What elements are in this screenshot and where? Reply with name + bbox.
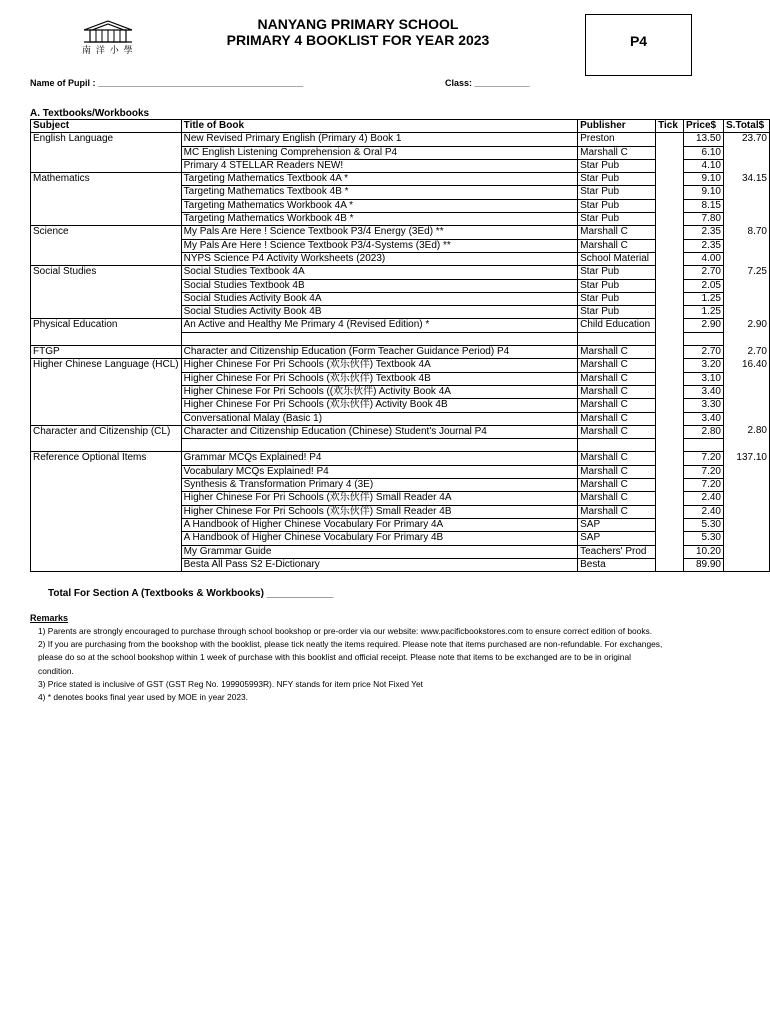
price-cell: 8.15 (684, 199, 724, 212)
price-cell: 2.35 (684, 239, 724, 252)
tick-cell[interactable] (656, 213, 684, 226)
publisher-cell: Preston (578, 133, 656, 146)
publisher-cell: Marshall C (578, 452, 656, 465)
book-title-cell (181, 439, 577, 452)
book-title-cell: MC English Listening Comprehension & Oral P4 (181, 146, 577, 159)
publisher-cell: Marshall C (578, 346, 656, 359)
subject-cell: FTGP (31, 346, 182, 359)
remark-line: 3) Price stated is inclusive of GST (GST Reg No. 199905993R). NFY stands for item price Not Fixed Yet (38, 678, 423, 689)
book-title-cell: Targeting Mathematics Textbook 4B * (181, 186, 577, 199)
price-cell: 5.30 (684, 518, 724, 531)
subject-cell: Social Studies (31, 266, 182, 319)
publisher-cell: Star Pub (578, 186, 656, 199)
price-cell: 89.90 (684, 558, 724, 571)
table-row (31, 319, 770, 332)
publisher-cell: Marshall C (578, 425, 656, 438)
tick-cell[interactable] (656, 359, 684, 372)
price-cell: 5.30 (684, 532, 724, 545)
book-title-cell: Targeting Mathematics Workbook 4B * (181, 213, 577, 226)
book-title-cell: My Grammar Guide (181, 545, 577, 558)
section-title: A. Textbooks/Workbooks (30, 108, 150, 119)
table-row (31, 359, 770, 372)
subtotal-cell: 2.70 (724, 346, 770, 359)
col-tick: Tick (656, 120, 684, 133)
price-cell (684, 439, 724, 452)
price-cell: 7.80 (684, 213, 724, 226)
remark-line: condition. (38, 665, 74, 676)
publisher-cell: SAP (578, 532, 656, 545)
publisher-cell: Marshall C (578, 505, 656, 518)
subtotal-cell: 7.25 (724, 266, 770, 319)
publisher-cell: Marshall C (578, 385, 656, 398)
book-title-cell: Social Studies Activity Book 4A (181, 292, 577, 305)
book-title-cell: Higher Chinese For Pri Schools (欢乐伙伴) Small Reader 4B (181, 505, 577, 518)
price-cell: 3.10 (684, 372, 724, 385)
publisher-cell: Star Pub (578, 199, 656, 212)
publisher-cell: Marshall C (578, 226, 656, 239)
booklist-title: PRIMARY 4 BOOKLIST FOR YEAR 2023 (226, 32, 490, 48)
subtotal-cell: 16.40 (724, 359, 770, 425)
pupil-name-field[interactable]: Name of Pupil : _________________________________________ (30, 78, 304, 88)
book-title-cell: My Pals Are Here ! Science Textbook P3/4 Energy (3Ed) ** (181, 226, 577, 239)
price-cell: 4.00 (684, 252, 724, 265)
price-cell: 3.20 (684, 359, 724, 372)
tick-cell[interactable] (656, 452, 684, 465)
price-cell: 9.10 (684, 186, 724, 199)
price-cell: 1.25 (684, 306, 724, 319)
tick-cell[interactable] (656, 518, 684, 531)
price-cell: 13.50 (684, 133, 724, 146)
tick-cell[interactable] (656, 558, 684, 571)
tick-cell[interactable] (656, 439, 684, 452)
price-cell (684, 332, 724, 345)
publisher-cell: Marshall C (578, 492, 656, 505)
publisher-cell: Marshall C (578, 479, 656, 492)
publisher-cell: Marshall C (578, 412, 656, 425)
publisher-cell: SAP (578, 518, 656, 531)
book-title-cell: My Pals Are Here ! Science Textbook P3/4-Systems (3Ed) ** (181, 239, 577, 252)
price-cell: 2.35 (684, 226, 724, 239)
tick-cell[interactable] (656, 266, 684, 279)
table-row (31, 346, 770, 359)
book-title-cell: Higher Chinese For Pri Schools (欢乐伙伴) Textbook 4B (181, 372, 577, 385)
subtotal-cell: 23.70 (724, 133, 770, 173)
publisher-cell: Marshall C (578, 372, 656, 385)
subject-cell: English Language (31, 133, 182, 173)
tick-cell[interactable] (656, 146, 684, 159)
price-cell: 9.10 (684, 173, 724, 186)
book-title-cell: Targeting Mathematics Textbook 4A * (181, 173, 577, 186)
publisher-cell: Marshall C (578, 465, 656, 478)
price-cell: 2.90 (684, 319, 724, 332)
remarks-title: Remarks (30, 613, 69, 623)
tick-cell[interactable] (656, 545, 684, 558)
price-cell: 10.20 (684, 545, 724, 558)
subject-cell: Mathematics (31, 173, 182, 226)
col-publisher: Publisher (578, 120, 656, 133)
tick-cell[interactable] (656, 532, 684, 545)
table-row (31, 173, 770, 186)
logo-caption: 南 洋 小 學 (82, 46, 134, 56)
publisher-cell: School Material (578, 252, 656, 265)
subject-cell: Science (31, 226, 182, 266)
tick-cell[interactable] (656, 226, 684, 239)
publisher-cell (578, 332, 656, 345)
book-title-cell: Higher Chinese For Pri Schools (欢乐伙伴) Activity Book 4B (181, 399, 577, 412)
book-title-cell: Besta All Pass S2 E-Dictionary (181, 558, 577, 571)
price-cell: 7.20 (684, 465, 724, 478)
price-cell: 2.40 (684, 492, 724, 505)
book-title-cell: Synthesis & Transformation Primary 4 (3E) (181, 479, 577, 492)
tick-cell[interactable] (656, 385, 684, 398)
tick-cell[interactable] (656, 199, 684, 212)
price-cell: 2.70 (684, 346, 724, 359)
tick-cell[interactable] (656, 399, 684, 412)
tick-cell[interactable] (656, 252, 684, 265)
book-title-cell: Social Studies Activity Book 4B (181, 306, 577, 319)
class-field[interactable]: Class: ___________ (445, 78, 530, 88)
tick-cell[interactable] (656, 372, 684, 385)
school-name: NANYANG PRIMARY SCHOOL (257, 16, 459, 32)
tick-cell[interactable] (656, 412, 684, 425)
price-cell: 2.05 (684, 279, 724, 292)
publisher-cell: Star Pub (578, 173, 656, 186)
book-title-cell: New Revised Primary English (Primary 4) Book 1 (181, 133, 577, 146)
table-row (31, 452, 770, 465)
book-title-cell: Grammar MCQs Explained! P4 (181, 452, 577, 465)
remark-line: 4) * denotes books final year used by MOE in year 2023. (38, 692, 248, 703)
tick-cell[interactable] (656, 159, 684, 172)
publisher-cell: Marshall C (578, 239, 656, 252)
remarks-list (38, 625, 738, 704)
table-row (31, 226, 770, 239)
publisher-cell: Star Pub (578, 306, 656, 319)
tick-cell[interactable] (656, 319, 684, 332)
price-cell: 3.40 (684, 385, 724, 398)
book-title-cell: A Handbook of Higher Chinese Vocabulary For Primary 4A (181, 518, 577, 531)
tick-cell[interactable] (656, 173, 684, 186)
publisher-cell: Besta (578, 558, 656, 571)
remark-line: 2) If you are purchasing from the bookshop with the booklist, please tick neatly the items required. Please note that items purchased are non-refundable. For exchanges, (38, 639, 663, 650)
remark-line: please do so at the school bookshop within 1 week of purchase with this booklist and official receipt. Please note that items to be exchanged are to be in original (38, 652, 631, 663)
subject-cell: Reference Optional Items (31, 452, 182, 572)
book-title-cell: Character and Citizenship Education (Form Teacher Guidance Period) P4 (181, 346, 577, 359)
book-title-cell: Targeting Mathematics Workbook 4A * (181, 199, 577, 212)
tick-cell[interactable] (656, 425, 684, 438)
tick-cell[interactable] (656, 239, 684, 252)
tick-cell[interactable] (656, 465, 684, 478)
subject-cell: Physical Education (31, 319, 182, 346)
book-title-cell: Conversational Malay (Basic 1) (181, 412, 577, 425)
tick-cell[interactable] (656, 492, 684, 505)
tick-cell[interactable] (656, 346, 684, 359)
book-title-cell: A Handbook of Higher Chinese Vocabulary For Primary 4B (181, 532, 577, 545)
subtotal-cell: 137.10 (724, 452, 770, 572)
book-title-cell: NYPS Science P4 Activity Worksheets (2023) (181, 252, 577, 265)
publisher-cell: Marshall C (578, 399, 656, 412)
tick-cell[interactable] (656, 279, 684, 292)
book-title-cell: Higher Chinese For Pri Schools (欢乐伙伴) Small Reader 4A (181, 492, 577, 505)
book-title-cell: Character and Citizenship Education (Chinese) Student's Journal P4 (181, 425, 577, 438)
book-title-cell: Social Studies Textbook 4B (181, 279, 577, 292)
subtotal-cell: 2.90 (724, 319, 770, 346)
price-cell: 2.40 (684, 505, 724, 518)
publisher-cell: Teachers' Prod (578, 545, 656, 558)
book-title-cell: Vocabulary MCQs Explained! P4 (181, 465, 577, 478)
book-title-cell: Higher Chinese For Pri Schools (欢乐伙伴) Textbook 4A (181, 359, 577, 372)
subtotal-cell: 34.15 (724, 173, 770, 226)
remark-line: 1) Parents are strongly encouraged to purchase through school bookshop or pre-order via our website: www.pacificbookstores.com to ensure correct edition of books. (38, 626, 653, 636)
col-subject: Subject (31, 120, 182, 133)
tick-cell[interactable] (656, 332, 684, 345)
price-cell: 2.70 (684, 266, 724, 279)
publisher-cell: Star Pub (578, 213, 656, 226)
tick-cell[interactable] (656, 186, 684, 199)
book-title-cell: An Active and Healthy Me Primary 4 (Revised Edition) * (181, 319, 577, 332)
subtotal-cell: 8.70 (724, 226, 770, 266)
tick-cell[interactable] (656, 505, 684, 518)
price-cell: 3.30 (684, 399, 724, 412)
col-subtotal: S.Total$ (724, 120, 770, 133)
tick-cell[interactable] (656, 292, 684, 305)
col-price: Price$ (684, 120, 724, 133)
price-cell: 3.40 (684, 412, 724, 425)
publisher-cell: Star Pub (578, 292, 656, 305)
subject-cell: Character and Citizenship (CL) (31, 425, 182, 452)
price-cell: 1.25 (684, 292, 724, 305)
col-title: Title of Book (181, 120, 577, 133)
publisher-cell: Star Pub (578, 159, 656, 172)
book-title-cell: Primary 4 STELLAR Readers NEW! (181, 159, 577, 172)
subject-cell: Higher Chinese Language (HCL) (31, 359, 182, 425)
table-row (31, 133, 770, 146)
publisher-cell (578, 439, 656, 452)
tick-cell[interactable] (656, 133, 684, 146)
book-title-cell: Social Studies Textbook 4A (181, 266, 577, 279)
price-cell: 7.20 (684, 479, 724, 492)
publisher-cell: Marshall C (578, 146, 656, 159)
publisher-cell: Star Pub (578, 266, 656, 279)
publisher-cell: Star Pub (578, 279, 656, 292)
level-box: P4 (585, 14, 692, 76)
price-cell: 2.80 (684, 425, 724, 438)
table-row (31, 425, 770, 438)
publisher-cell: Child Education (578, 319, 656, 332)
tick-cell[interactable] (656, 306, 684, 319)
table-header (31, 120, 770, 133)
subtotal-cell: 2.80 (724, 425, 770, 452)
table-row (31, 266, 770, 279)
publisher-cell: Marshall C (578, 359, 656, 372)
section-total: Total For Section A (Textbooks & Workbooks) ____________ (48, 588, 334, 599)
price-cell: 7.20 (684, 452, 724, 465)
book-title-cell (181, 332, 577, 345)
price-cell: 6.10 (684, 146, 724, 159)
price-cell: 4.10 (684, 159, 724, 172)
booklist-table (30, 119, 770, 572)
book-title-cell: Higher Chinese For Pri Schools ((欢乐伙伴) Activity Book 4A (181, 385, 577, 398)
tick-cell[interactable] (656, 479, 684, 492)
